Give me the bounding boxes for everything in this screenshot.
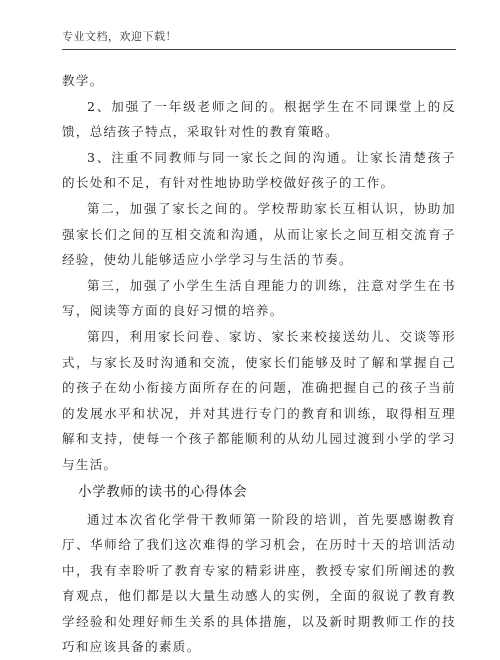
paragraph-item-2: 2、加强了一年级老师之间的。根据学生在不同课堂上的反馈，总结孩子特点，采取针对性的教育策略。 [62,94,456,145]
paragraph-continuation: 教学。 [62,68,456,94]
paragraph-second: 第二，加强了家长之间的。学校帮助家长互相认识，协助加强家长们之间的互相交流和沟通，从而让家长之间互相交流育子经验，使幼儿能够适应小学学习与生活的节奏。 [62,196,456,273]
paragraph-item-3: 3、注重不同教师与同一家长之间的沟通。让家长清楚孩子的长处和不足，有针对性地协助学校做好孩子的工作。 [62,145,456,196]
page-header: 专业文档，欢迎下载！ [62,28,177,44]
paragraph-third: 第三，加强了小学生生活自理能力的训练，注意对学生在书写，阅读等方面的良好习惯的培养。 [62,273,456,324]
section-title: 小学教师的读书的心得体会 [62,480,456,504]
document-body [62,68,456,660]
header-divider [62,49,456,50]
section-paragraph: 通过本次省化学骨干教师第一阶段的培训，首先要感谢教育厅、华师给了我们这次难得的学习机会，在历时十天的培训活动中，我有幸聆听了教育专家的精彩讲座，教授专家们所阐述的教育观点，他们都是以大量生动感人的实例，全面的叙说了教育教学经验和处理好师生关系的具体措施，以及新时期教师工作的技巧和应该具备的素质。 [62,507,456,660]
paragraph-fourth: 第四，利用家长问卷、家访、家长来校接送幼儿、交谈等形式，与家长及时沟通和交流，使家长们能够及时了解和掌握自己的孩子在幼小衔接方面所存在的问题，准确把握自己的孩子当前的发展水平和状况，并对其进行专门的教育和训练，取得相互理解和支持，使每一个孩子都能顺利的从幼儿园过渡到小学的学习与生活。 [62,324,456,478]
